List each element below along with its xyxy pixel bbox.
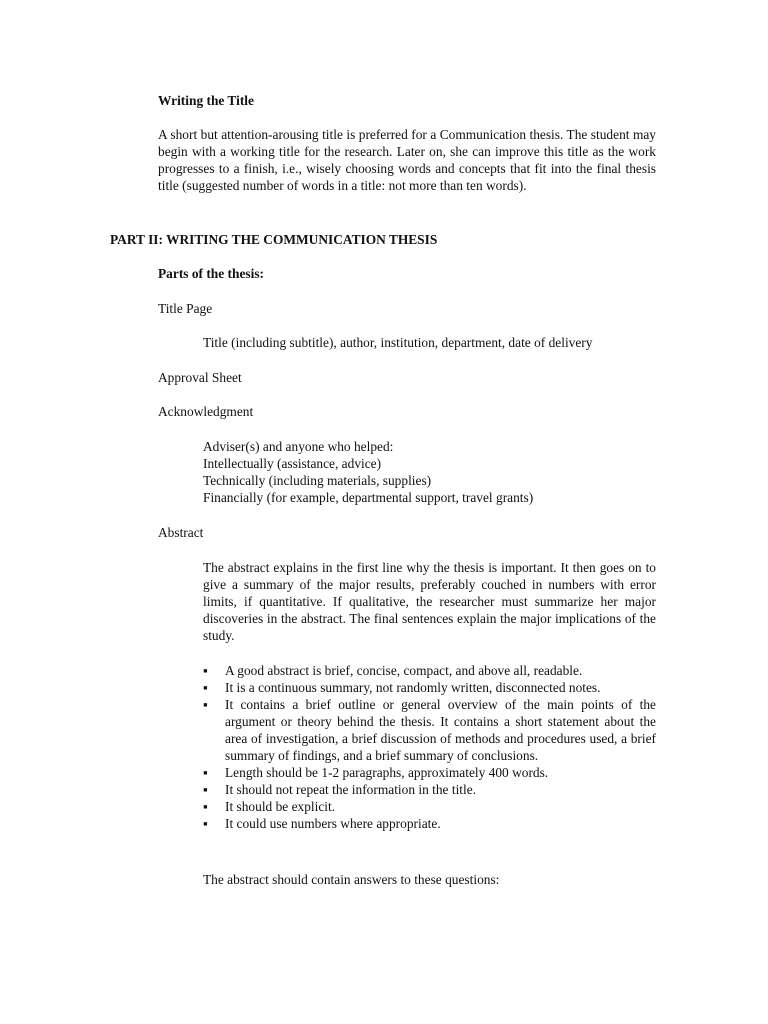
list-item: ▪ A good abstract is brief, concise, compact, and above all, readable. (203, 663, 583, 678)
approval-sheet-label: Approval Sheet (158, 370, 242, 385)
list-item: ▪ It could use numbers where appropriate. (203, 816, 441, 831)
parts-of-thesis-heading: Parts of the thesis: (158, 266, 264, 281)
bullet-icon: ▪ (203, 816, 208, 831)
bullet-icon: ▪ (203, 680, 208, 695)
title-paragraph: A short but attention-arousing title is preferred for a Communication thesis. The student may begin with a working title for the research. Later on, she can improve this title as the work progresses to a finish, i.e., wisely choosing words and concepts that fit into the final thesis title (suggested number of words in a title: not more than ten words). (158, 127, 656, 193)
bullet-icon: ▪ (203, 765, 208, 780)
acknowledgment-line: Adviser(s) and anyone who helped: (203, 439, 394, 454)
list-item: ▪ It should not repeat the information in the title. (203, 782, 477, 797)
title-page-detail: Title (including subtitle), author, institution, department, date of delivery (203, 335, 593, 350)
list-item: ▪ It contains a brief outline or general overview of the main points of the argument or theory behind the thesis. It contains a short statement about the area of investigation, a brief discussion of methods and procedures used, a brief summary of findings, and a brief summary of conclusions. (203, 697, 656, 763)
abstract-label: Abstract (158, 525, 204, 540)
list-item: ▪ It is a continuous summary, not randomly written, disconnected notes. (203, 680, 601, 695)
bullet-icon: ▪ (203, 799, 208, 814)
acknowledgment-line: Financially (for example, departmental support, travel grants) (203, 490, 534, 505)
bullet-icon: ▪ (203, 782, 208, 797)
heading-writing-the-title: Writing the Title (158, 93, 254, 108)
list-item: ▪ Length should be 1-2 paragraphs, approximately 400 words. (203, 765, 549, 780)
acknowledgment-line: Intellectually (assistance, advice) (203, 456, 382, 471)
part-ii-heading: PART II: WRITING THE COMMUNICATION THESIS (110, 232, 438, 247)
bullet-icon: ▪ (203, 697, 208, 712)
abstract-closing-line: The abstract should contain answers to these questions: (203, 872, 500, 887)
acknowledgment-label: Acknowledgment (158, 404, 254, 419)
abstract-bullet-list (203, 662, 656, 832)
abstract-paragraph: The abstract explains in the first line why the thesis is important. It then goes on to give a summary of the major results, preferably couched in numbers with error limits, if quantitative. If qualitative, the researcher must summarize her major discoveries in the abstract. The final sentences explain the major implications of the study. (203, 560, 656, 643)
bullet-icon: ▪ (203, 663, 208, 678)
acknowledgment-line: Technically (including materials, supplies) (203, 473, 432, 488)
title-page-label: Title Page (158, 301, 213, 316)
list-item: ▪ It should be explicit. (203, 799, 336, 814)
